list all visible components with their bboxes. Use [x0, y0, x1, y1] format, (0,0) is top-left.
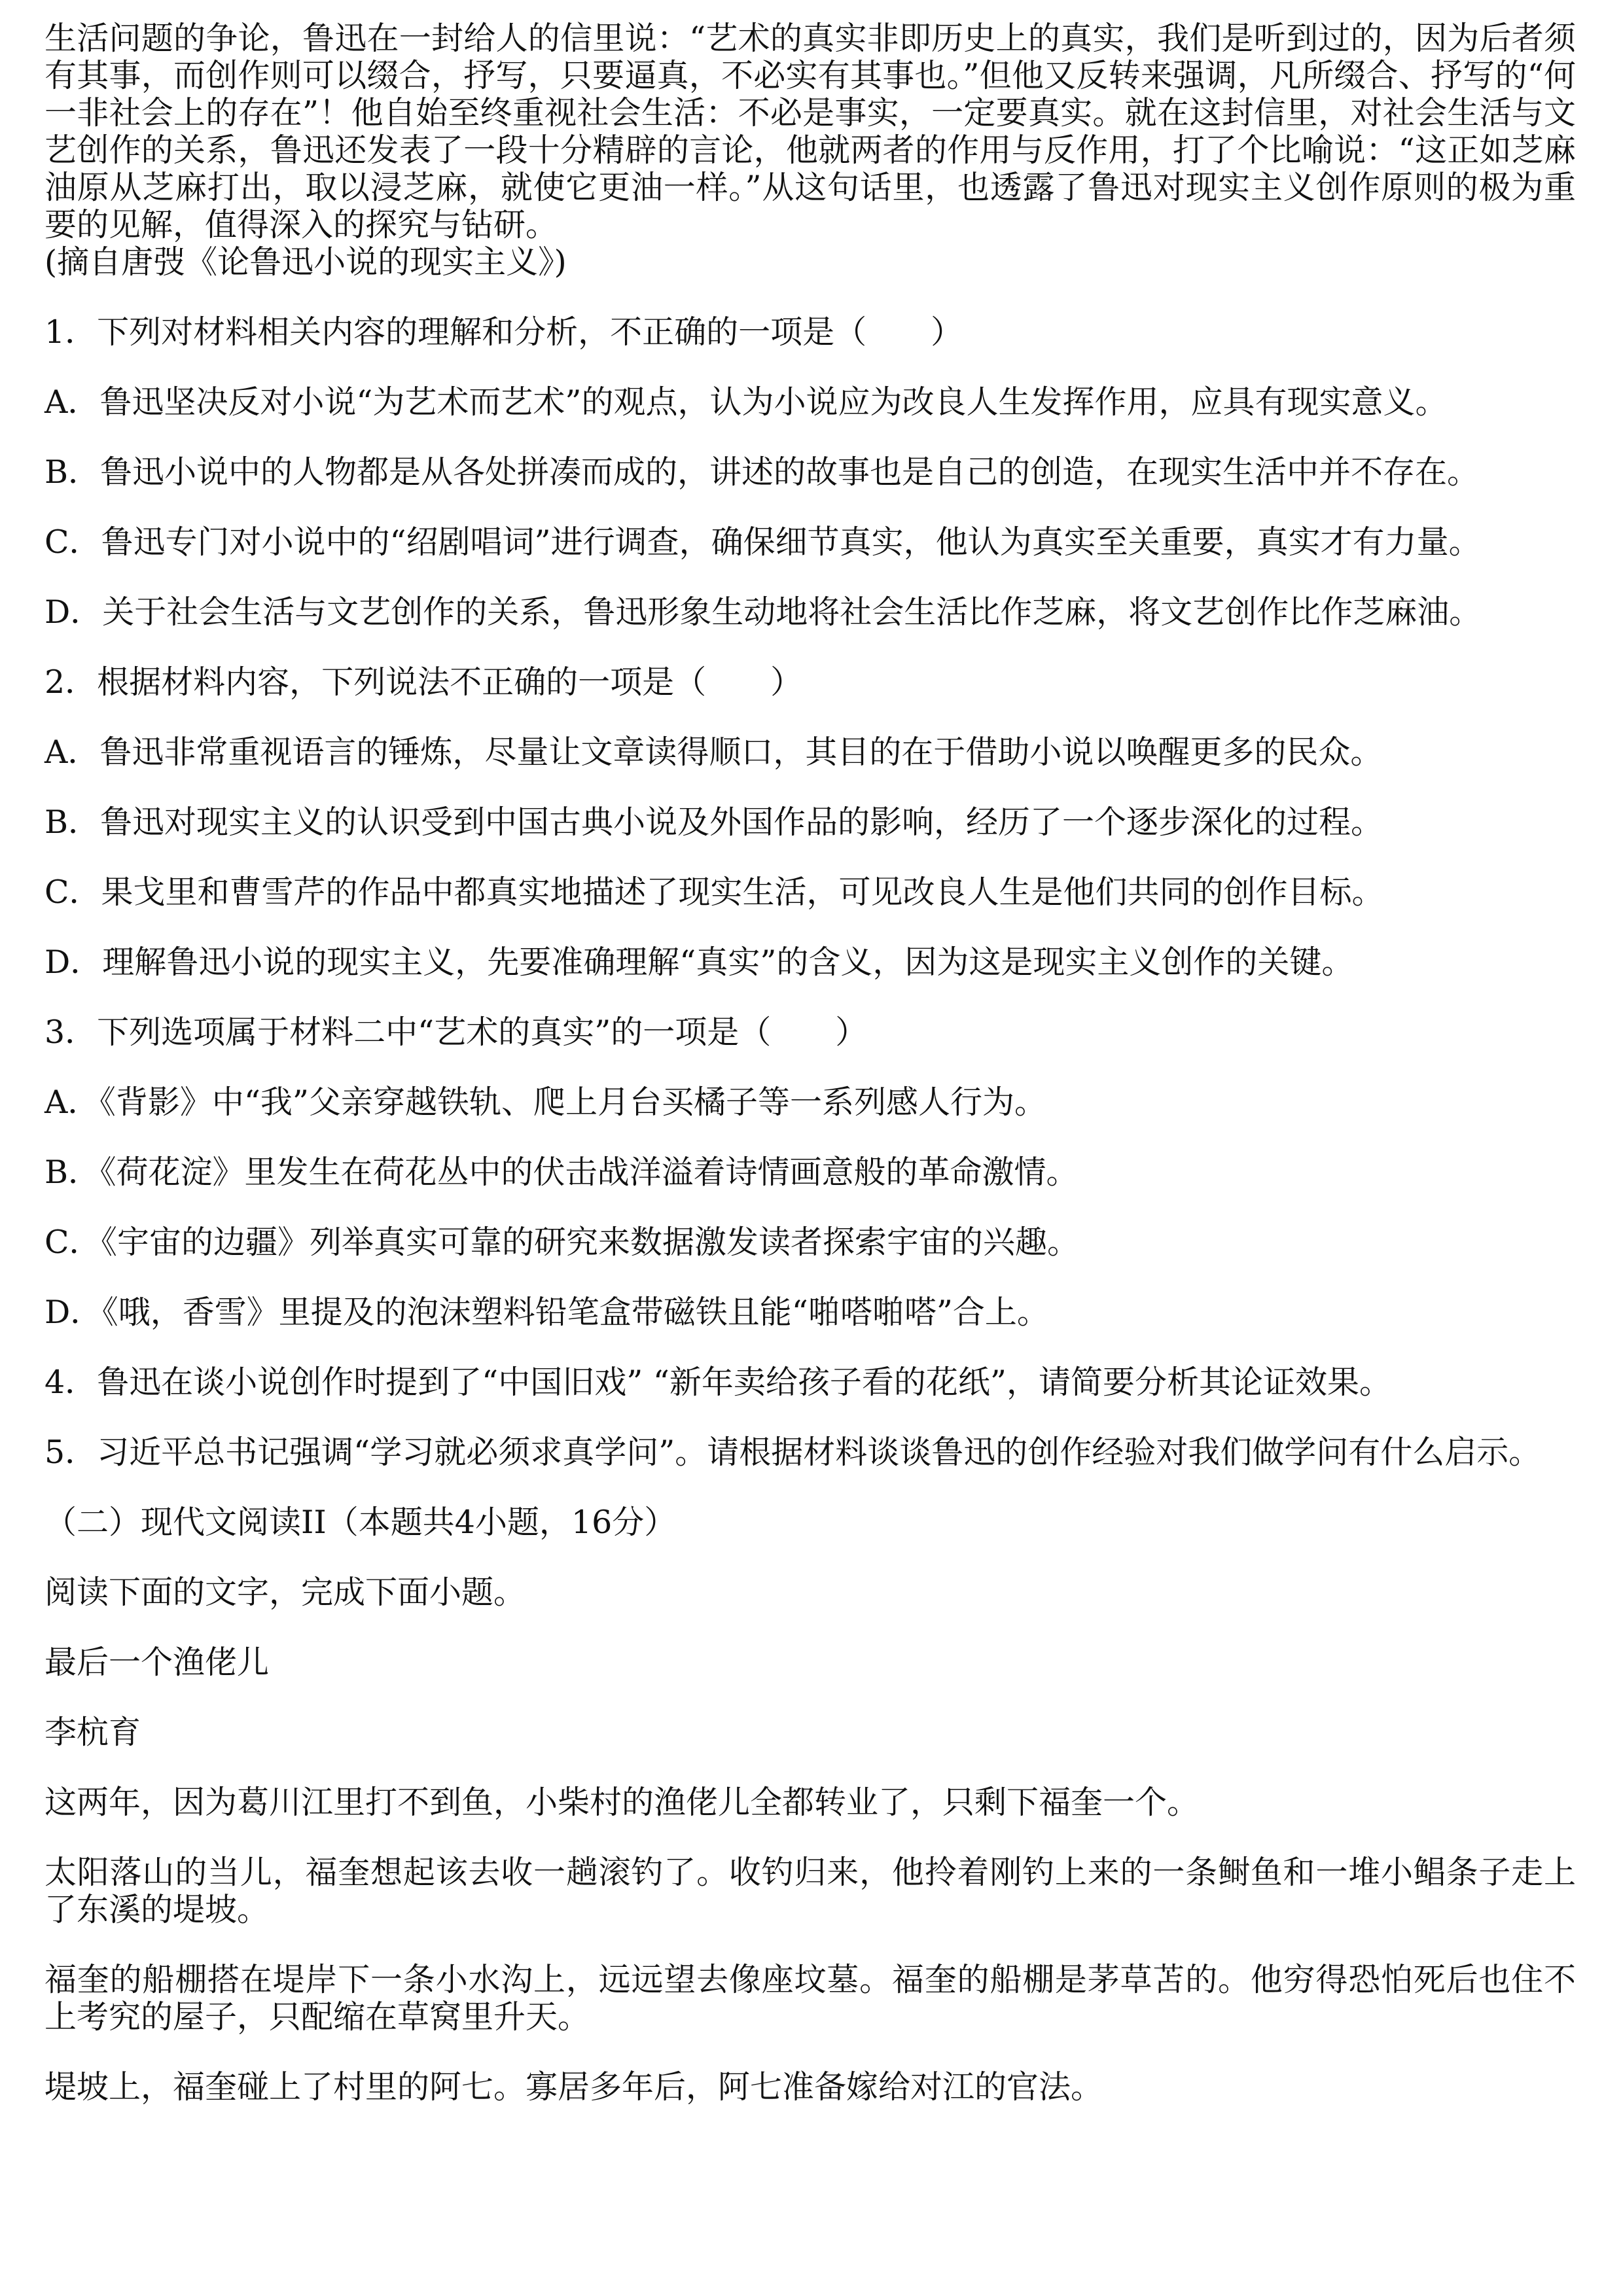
- question-1-option-b: B．鲁迅小说中的人物都是从各处拼凑而成的，讲述的故事也是自己的创造，在现实生活中并不存在。: [45, 453, 1480, 491]
- story-paragraph-1: 这两年，因为葛川江里打不到鱼，小柴村的渔佬儿全都转业了，只剩下福奎一个。: [45, 1784, 1200, 1821]
- question-2-stem: 2．根据材料内容，下列说法不正确的一项是（ ）: [45, 663, 803, 701]
- question-2-option-a: A．鲁迅非常重视语言的锤炼，尽量让文章读得顺口，其目的在于借助小说以唤醒更多的民众。: [45, 733, 1383, 771]
- question-2-option-b: B．鲁迅对现实主义的认识受到中国古典小说及外国作品的影响，经历了一个逐步深化的过程。: [45, 804, 1383, 841]
- document-page: [45, 20, 1576, 2106]
- question-2-option-c: C．果戈里和曹雪芹的作品中都真实地描述了现实生活，可见改良人生是他们共同的创作目标。: [45, 874, 1384, 911]
- section-2-instruction: 阅读下面的文字，完成下面小题。: [45, 1574, 526, 1611]
- question-3-option-d: D．《哦，香雪》里提及的泡沫塑料铅笔盒带磁铁且能“啪嗒啪嗒”合上。: [45, 1294, 1049, 1331]
- question-5-stem: 5．习近平总书记强调“学习就必须求真学问”。请根据材料谈谈鲁迅的创作经验对我们做学问有什么启示。: [45, 1434, 1541, 1471]
- story-title: 最后一个渔佬儿: [45, 1644, 270, 1681]
- source-citation: (摘自唐弢《论鲁迅小说的现实主义》): [45, 243, 567, 281]
- question-2-option-d: D．理解鲁迅小说的现实主义，先要准确理解“真实”的含义，因为这是现实主义创作的关键。: [45, 944, 1354, 981]
- passage-intro: 生活问题的争论，鲁迅在一封给人的信里说：“艺术的真实非即历史上的真实，我们是听到过的，因为后者须有其事，而创作则可以缀合，抒写，只要逼真，不必实有其事也。”但他又反转来强调，凡所缀合、抒写的“何一非社会上的存在”！他自始至终重视社会生活：不必是事实，一定要真实。就在这封信里，对社会生活与文艺创作的关系，鲁迅还发表了一段十分精辟的言论，他就两者的作用与反作用，打了个比喻说：“这正如芝麻油原从芝麻打出，取以浸芝麻，就使它更油一样。”从这句话里，也透露了鲁迅对现实主义创作原则的极为重要的见解，值得深入的探究与钻研。: [45, 20, 1576, 243]
- question-1-stem: 1．下列对材料相关内容的理解和分析，不正确的一项是（ ）: [45, 313, 963, 351]
- question-3-option-c: C．《宇宙的边疆》列举真实可靠的研究来数据激发读者探索宇宙的兴趣。: [45, 1224, 1079, 1261]
- question-3-option-b: B．《荷花淀》里发生在荷花丛中的伏击战洋溢着诗情画意般的革命激情。: [45, 1154, 1079, 1191]
- section-2-heading: （二）现代文阅读II（本题共4小题，16分）: [45, 1504, 677, 1541]
- question-1-option-c: C．鲁迅专门对小说中的“绍剧唱词”进行调查，确保细节真实，他认为真实至关重要，真实才有力量。: [45, 523, 1481, 561]
- question-3-option-a: A．《背影》中“我”父亲穿越铁轨、爬上月台买橘子等一系列感人行为。: [45, 1084, 1046, 1121]
- story-paragraph-2: 太阳落山的当儿，福奎想起该去收一趟滚钓了。收钓归来，他拎着刚钓上来的一条鲥鱼和一堆小鲳条子走上了东溪的堤坡。: [45, 1854, 1576, 1928]
- question-4-stem: 4．鲁迅在谈小说创作时提到了“中国旧戏” “新年卖给孩子看的花纸”，请简要分析其论证效果。: [45, 1364, 1391, 1401]
- story-paragraph-3: 福奎的船棚搭在堤岸下一条小水沟上，远远望去像座坟墓。福奎的船棚是茅草苫的。他穷得恐怕死后也住不上考究的屋子，只配缩在草窝里升天。: [45, 1961, 1576, 2036]
- story-author: 李杭育: [45, 1714, 141, 1751]
- question-1-option-d: D．关于社会生活与文艺创作的关系，鲁迅形象生动地将社会生活比作芝麻，将文艺创作比作芝麻油。: [45, 593, 1482, 631]
- story-paragraph-4: 堤坡上，福奎碰上了村里的阿七。寡居多年后，阿七准备嫁给对江的官法。: [45, 2068, 1103, 2106]
- question-1-option-a: A．鲁迅坚决反对小说“为艺术而艺术”的观点，认为小说应为改良人生发挥作用，应具有现实意义。: [45, 383, 1448, 421]
- question-3-stem: 3．下列选项属于材料二中“艺术的真实”的一项是（ ）: [45, 1014, 868, 1051]
